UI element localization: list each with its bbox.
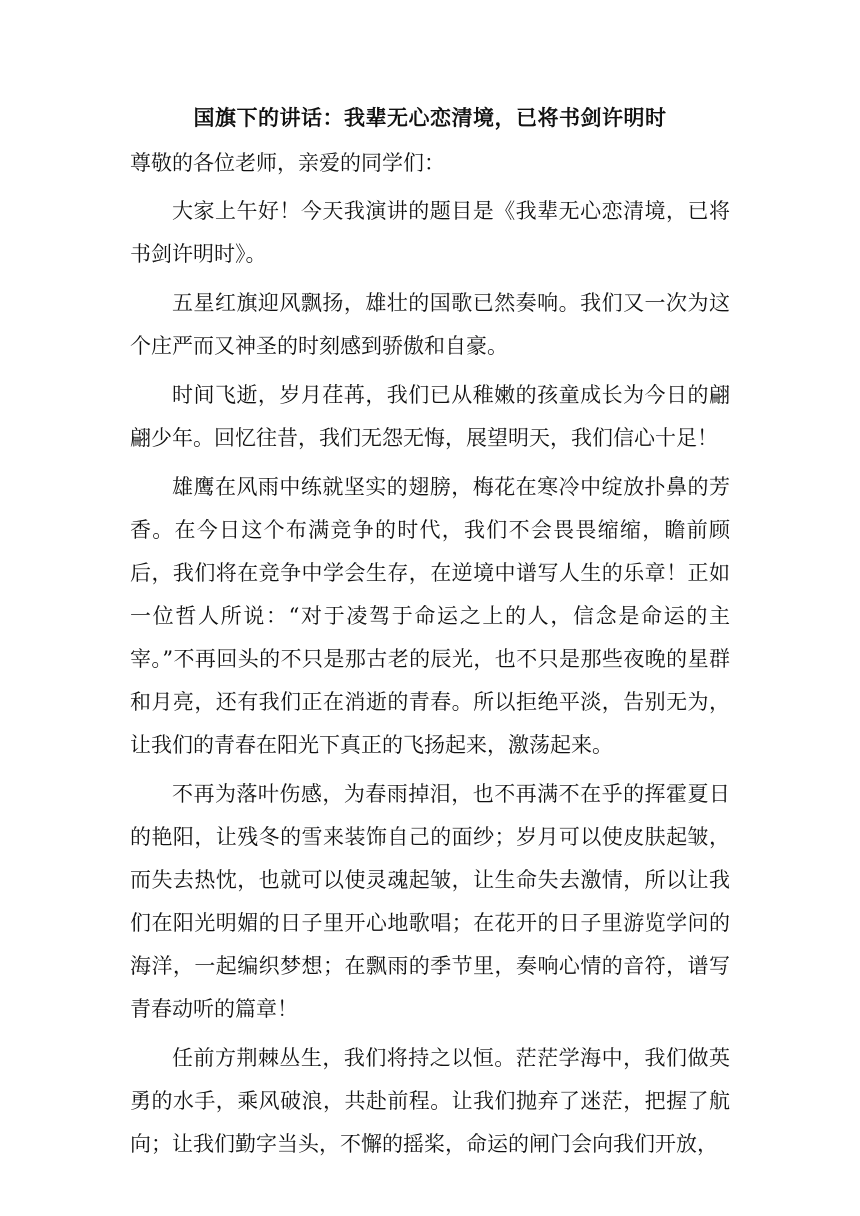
document-body [130,142,730,1172]
paragraph-eagle: 雄鹰在风雨中练就坚实的翅膀，梅花在寒冷中绽放扑鼻的芳香。在今日这个布满竞争的时代，我们不会畏畏缩缩，瞻前顾后，我们将在竞争中学会生存，在逆境中谱写人生的乐章！正如一位哲人所说：“对于凌驾于命运之上的人，信念是命运的主宰。”不再回头的不只是那古老的辰光，也不只是那些夜晚的星群和月亮，还有我们正在消逝的青春。所以拒绝平淡，告别无为，让我们的青春在阳光下真正的飞扬起来，激荡起来。 [130,475,730,757]
paragraph-greeting: 大家上午好！今天我演讲的题目是《我辈无心恋清境，已将书剑许明时》。 [130,199,730,266]
salutation: 尊敬的各位老师，亲爱的同学们： [130,151,445,175]
document-title: 国旗下的讲话：我辈无心恋清境，已将书剑许明时 [193,105,667,130]
paragraph-time: 时间飞逝，岁月荏苒，我们已从稚嫩的孩童成长为今日的翩翩少年。回忆往昔，我们无怨无悔，展望明天，我们信心十足！ [130,383,730,450]
paragraph-flag: 五星红旗迎风飘扬，雄壮的国歌已然奏响。我们又一次为这个庄严而又神圣的时刻感到骄傲和自豪。 [130,291,730,358]
paragraph-thorns: 任前方荆棘丛生，我们将持之以恒。茫茫学海中，我们做英勇的水手，乘风破浪，共赴前程。让我们抛弃了迷茫，把握了航向；让我们勤字当头，不懈的摇桨，命运的闸门会向我们开放， [130,1046,730,1156]
paragraph-leaves: 不再为落叶伤感，为春雨掉泪，也不再满不在乎的挥霍夏日的艳阳，让残冬的雪来装饰自己的面纱；岁月可以使皮肤起皱，而失去热忱，也就可以使灵魂起皱，让生命失去激情，所以让我们在阳光明媚的日子里开心地歌唱；在花开的日子里游览学问的海洋，一起编织梦想；在飘雨的季节里，奏响心情的音符，谱写青春动听的篇章！ [130,782,730,1021]
